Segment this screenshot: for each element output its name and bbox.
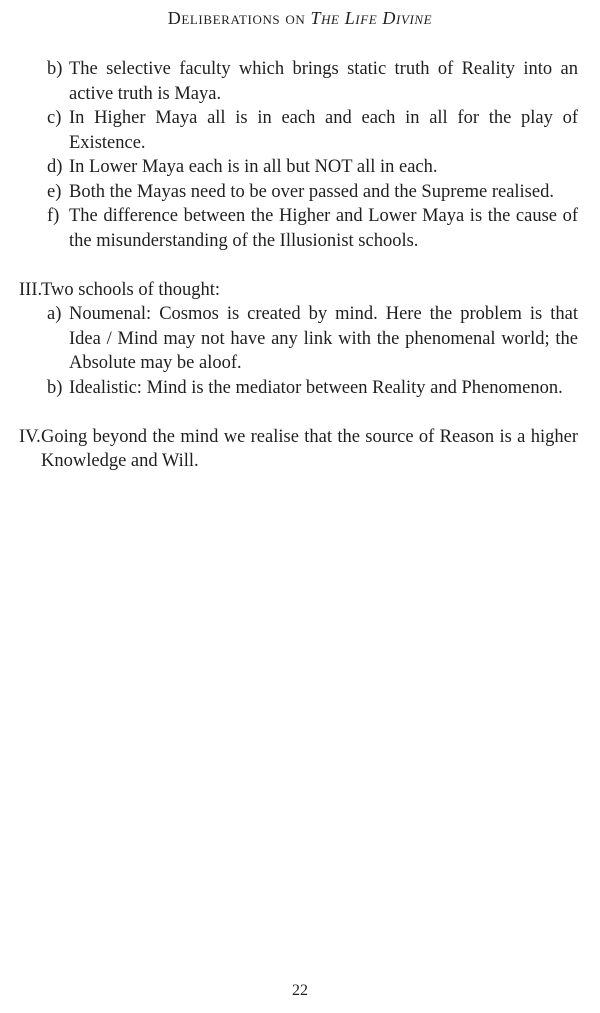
section-heading xyxy=(19,278,578,303)
section-iii xyxy=(0,278,600,401)
list-item xyxy=(47,204,578,253)
list-item-marker: a) xyxy=(47,304,62,324)
list-item-marker: f) xyxy=(47,206,60,226)
list-item xyxy=(47,57,578,106)
section-marker: IV. xyxy=(19,426,41,447)
list-item xyxy=(47,106,578,155)
list-item xyxy=(47,180,578,205)
list-item-marker: b) xyxy=(47,377,63,398)
list-item-text: The difference between the Higher and Lower Maya is the cause of the misunderstanding of the Illusionist schools. xyxy=(69,206,578,251)
list-item-text: In Lower Maya each is in all but NOT all in each. xyxy=(69,157,438,177)
list-item xyxy=(47,302,578,376)
list-item-marker: b) xyxy=(47,59,63,79)
list-item xyxy=(47,155,578,180)
section-heading-text: Going beyond the mind we realise that the source of Reason is a higher Knowledge and Will. xyxy=(41,426,578,471)
list-item-marker: d) xyxy=(47,157,63,177)
section-spacer xyxy=(0,400,600,425)
maya-list xyxy=(0,57,600,253)
section-heading-text: Two schools of thought: xyxy=(41,279,221,300)
running-head-book-title: The Life Divine xyxy=(310,8,433,28)
section-heading xyxy=(19,425,578,474)
section-iv xyxy=(0,425,600,474)
list-item-text: Idealistic: Mind is the mediator between Reality and Phenomenon. xyxy=(69,377,563,398)
list-item-text: Noumenal: Cosmos is created by mind. Here the problem is that Idea / Mind may not have any link with the phenomenal world; the Absolute may be aloof. xyxy=(69,304,578,373)
list-item-text: The selective faculty which brings static truth of Reality into an active truth is Maya. xyxy=(69,59,578,104)
section-spacer xyxy=(0,253,600,278)
running-head-title: Deliberations on xyxy=(167,8,306,28)
running-head xyxy=(0,8,600,29)
list-item-text: In Higher Maya all is in each and each in all for the play of Existence. xyxy=(69,108,578,153)
list-item xyxy=(47,376,578,401)
page-body xyxy=(0,57,600,474)
section-marker: III. xyxy=(19,279,43,300)
list-item-marker: c) xyxy=(47,108,62,128)
list-item-text: Both the Mayas need to be over passed and the Supreme realised. xyxy=(69,181,554,202)
page-number: 22 xyxy=(292,982,308,999)
list-item-marker: e) xyxy=(47,181,62,202)
